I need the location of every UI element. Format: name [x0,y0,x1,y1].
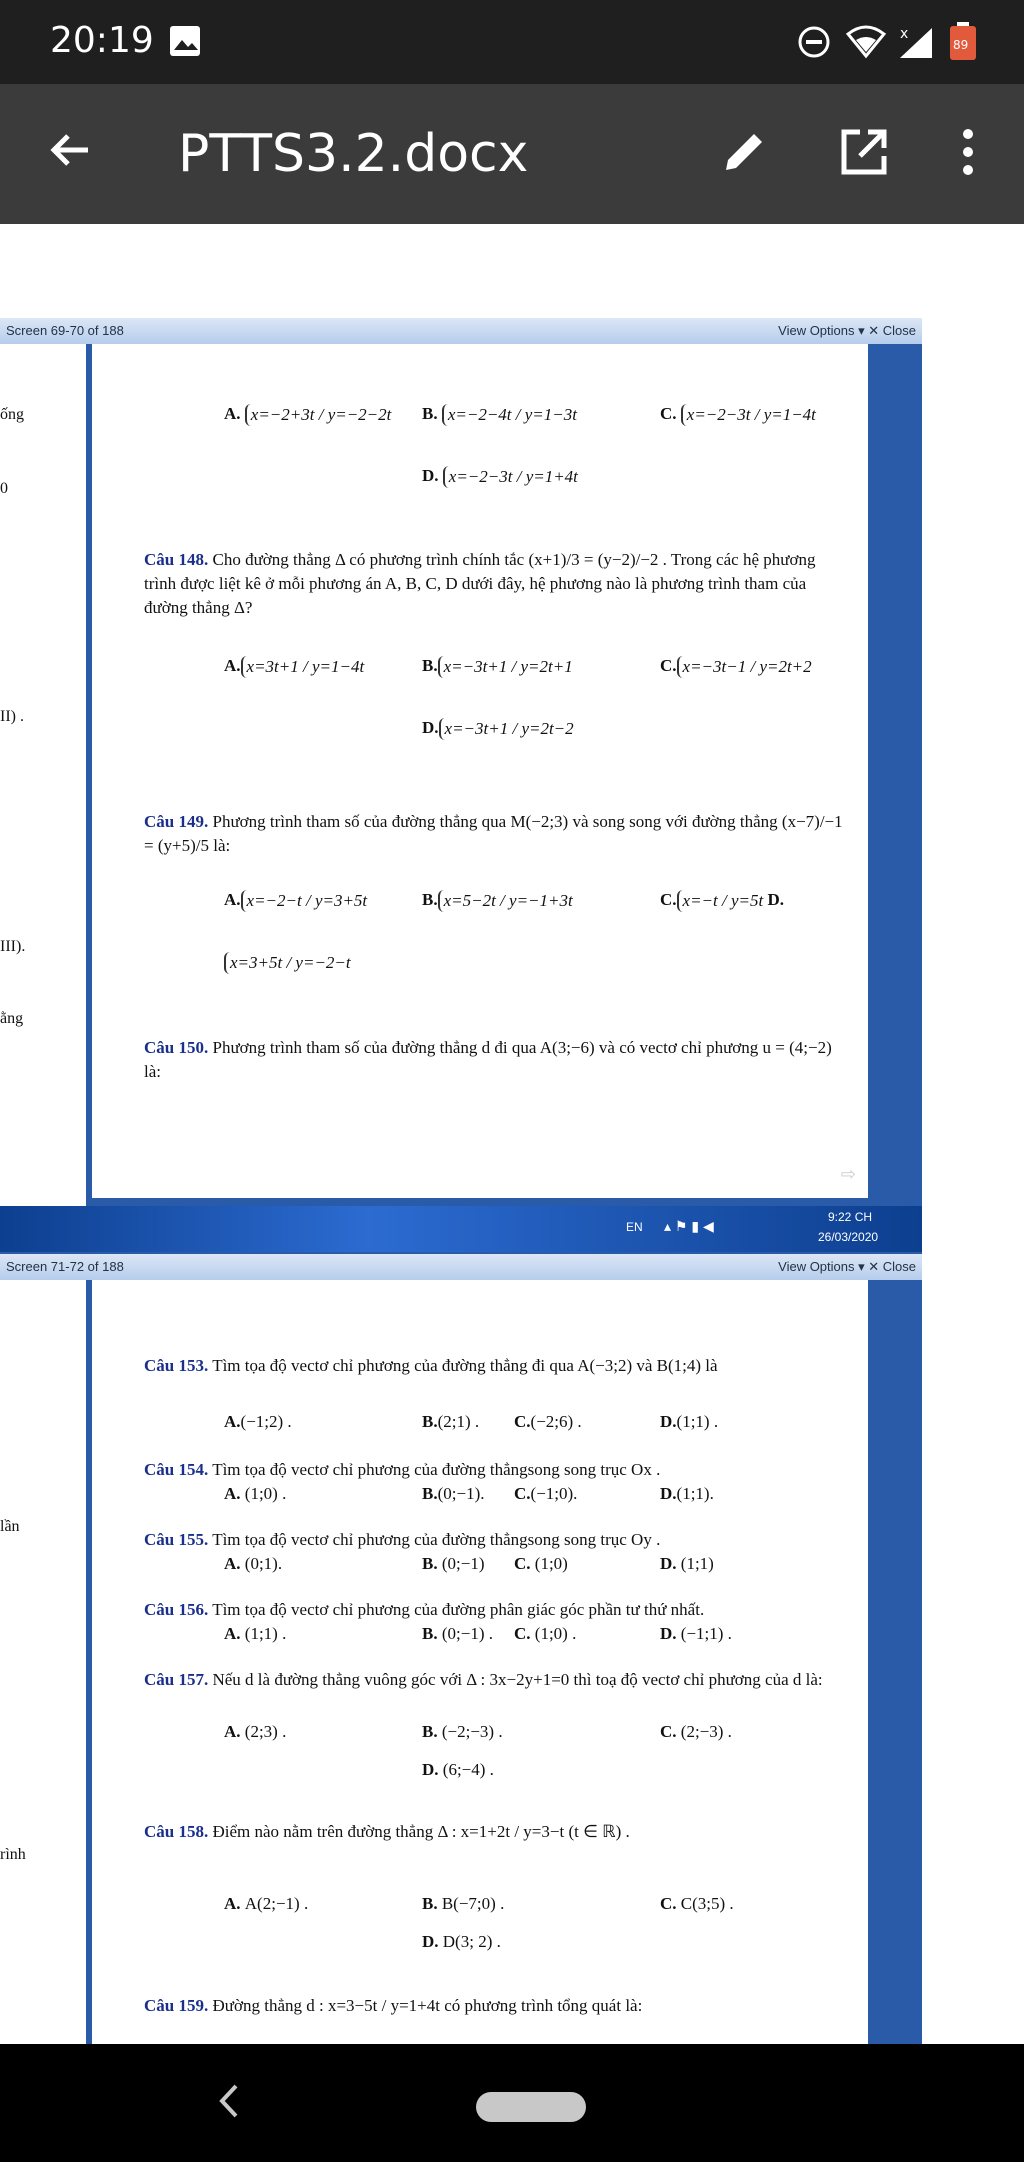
question-number: Câu 155. [144,1530,209,1549]
left-fragment-text: rình [0,1846,26,1863]
document-page [92,344,868,1198]
question-text: Nếu d là đường thẳng vuông góc với Δ : 3x−2y+1=0 thì toạ độ vectơ chỉ phương của d là: [212,1670,823,1689]
battery-icon [948,22,978,67]
left-fragment-text: II) . [0,708,24,725]
embedded-screenshot-1 [0,318,922,1254]
answer-option: D. D(3; 2) . [422,1932,501,1951]
question-number: Câu 149. [144,812,209,831]
edit-pencil-icon[interactable] [718,126,770,183]
answer-option: D.(1;1) . [660,1412,719,1431]
question-159 [144,1994,844,2018]
answer-option: A.(−1;2) . [224,1412,292,1431]
answer-option: C. x=−3t−1 / y=2t+2 [660,656,812,677]
answer-option: A. (1;0) . [224,1484,287,1503]
question-155 [144,1528,844,1552]
status-time: 20:19 [50,20,154,61]
answer-option: x=3+5t / y=−2−t [224,952,351,974]
answer-option: B. (0;−1) . [422,1624,493,1643]
question-number: Câu 156. [144,1600,209,1619]
document-page [92,1280,868,2044]
reading-bar [0,318,922,344]
answer-option: B. (0;−1) [422,1554,485,1573]
next-page-arrow-icon[interactable]: ⇨ [840,1164,856,1184]
answer-option: C. (2;−3) . [660,1722,732,1741]
answer-option: A. x=3t+1 / y=1−4t [224,656,365,677]
taskbar-language: EN [626,1220,643,1234]
answer-option: A. x=−2−t / y=3+5t [224,890,368,911]
answer-option: A. x=−2+3t / y=−2−2t [224,404,392,425]
left-page-fragment [0,344,86,1208]
taskbar-date: 26/03/2020 [818,1230,879,1244]
answer-option: D. (−1;1) . [660,1624,732,1643]
answer-option: D. x=−3t+1 / y=2t−2 [422,718,574,739]
view-options: View Options ▾ ✕ Close [778,1259,916,1274]
answer-option: C. (1;0) . [514,1624,577,1643]
answer-option: C. C(3;5) . [660,1894,734,1913]
document-content[interactable] [0,224,1024,2044]
answer-option: B.(0;−1). [422,1484,485,1503]
view-options: View Options ▾ ✕ Close [778,323,916,338]
answer-option: A. (1;1) . [224,1624,287,1643]
system-nav-bar [0,2044,1024,2162]
status-bar [0,0,1024,84]
windows-taskbar [0,1206,922,1252]
question-156 [144,1598,844,1622]
document-title: PTTS3.2.docx [178,124,529,184]
answer-option: D. x=−2−3t / y=1+4t [422,466,578,487]
nav-back-icon[interactable] [210,2076,246,2131]
nav-home-pill[interactable] [476,2092,586,2122]
answer-option: C. (1;0) [514,1554,568,1573]
question-number: Câu 154. [144,1460,209,1479]
answer-option: B.(2;1) . [422,1412,480,1431]
do-not-disturb-icon [796,24,832,65]
embedded-screenshot-2 [0,1254,922,2044]
left-page-fragment [0,1280,86,2044]
question-text: Tìm tọa độ vectơ chỉ phương của đường thẳngsong song trục Ox . [212,1460,661,1479]
question-number: Câu 150. [144,1038,209,1057]
tray-icons: ▴ ⚑ ▮ ◀ [664,1218,714,1234]
question-150 [144,1036,844,1084]
answer-option: A. A(2;−1) . [224,1894,309,1913]
answer-option: A. (2;3) . [224,1722,287,1741]
answer-option: B. x=5−2t / y=−1+3t [422,890,573,911]
left-fragment-text: 0 [0,480,8,497]
question-158 [144,1820,844,1844]
answer-option: D. (6;−4) . [422,1760,494,1779]
question-number: Câu 157. [144,1670,209,1689]
svg-text:x: x [900,26,909,42]
question-text: Phương trình tham số của đường thẳng d đi qua A(3;−6) và có vectơ chỉ phương u = (4;−2) là: [144,1038,832,1081]
question-text: Tìm tọa độ vectơ chỉ phương của đường phân giác góc phần tư thứ nhất. [212,1600,705,1619]
answer-option: B. (−2;−3) . [422,1722,503,1741]
taskbar-time: 9:22 CH [828,1210,873,1224]
wifi-icon [846,24,886,65]
signal-icon [896,24,936,65]
question-text: Đường thẳng d : x=3−5t / y=1+4t có phương trình tổng quát là: [212,1996,643,2015]
question-number: Câu 153. [144,1356,209,1375]
screen-counter: Screen 71-72 of 188 [6,1259,124,1274]
answer-option: D. (1;1) [660,1554,714,1573]
answer-option: C.(−2;6) . [514,1412,582,1431]
reading-bar [0,1254,922,1280]
question-153 [144,1354,844,1378]
left-fragment-text: III). [0,938,26,955]
battery-level: 89 [953,38,969,52]
app-bar [0,84,1024,224]
answer-option: B. x=−2−4t / y=1−3t [422,404,577,425]
answer-option: B. x=−3t+1 / y=2t+1 [422,656,573,677]
answer-option: C. x=−2−3t / y=1−4t [660,404,816,425]
answer-option: A. (0;1). [224,1554,283,1573]
question-number: Câu 148. [144,550,209,569]
open-external-icon[interactable] [838,126,890,183]
more-options-icon[interactable] [956,126,980,183]
question-number: Câu 158. [144,1822,209,1841]
question-148 [144,548,844,620]
screen-counter: Screen 69-70 of 188 [6,323,124,338]
answer-option: C.(−1;0). [514,1484,578,1503]
question-text: Tìm tọa độ vectơ chỉ phương của đường thẳng đi qua A(−3;2) và B(1;4) là [212,1356,718,1375]
left-fragment-text: lần [0,1518,20,1535]
answer-option: B. B(−7;0) . [422,1894,505,1913]
question-text: Tìm tọa độ vectơ chỉ phương của đường thẳngsong song trục Oy . [212,1530,661,1549]
question-149 [144,810,844,858]
question-text: Điểm nào nằm trên đường thẳng Δ : x=1+2t / y=3−t (t ∈ ℝ) . [212,1822,630,1841]
question-154 [144,1458,844,1482]
left-fragment-text: ống [0,406,24,423]
question-number: Câu 159. [144,1996,209,2015]
back-arrow-icon[interactable] [46,126,94,179]
question-text: Phương trình tham số của đường thẳng qua M(−2;3) và song song với đường thẳng (x−7)/−1 = (y+5)/5 là: [144,812,843,855]
answer-option: D.(1;1). [660,1484,714,1503]
left-fragment-text: ằng [0,1010,24,1027]
question-text: Cho đường thẳng Δ có phương trình chính tắc (x+1)/3 = (y−2)/−2 . Trong các hệ phương trình được liệt kê ở mỗi phương án A, B, C, D dưới đây, hệ phương nào là phương trình tham của đường thẳng Δ? [144,550,816,617]
question-157 [144,1668,844,1692]
image-notification-icon [168,24,202,63]
answer-option: C. x=−t / y=5t D. [660,890,784,911]
